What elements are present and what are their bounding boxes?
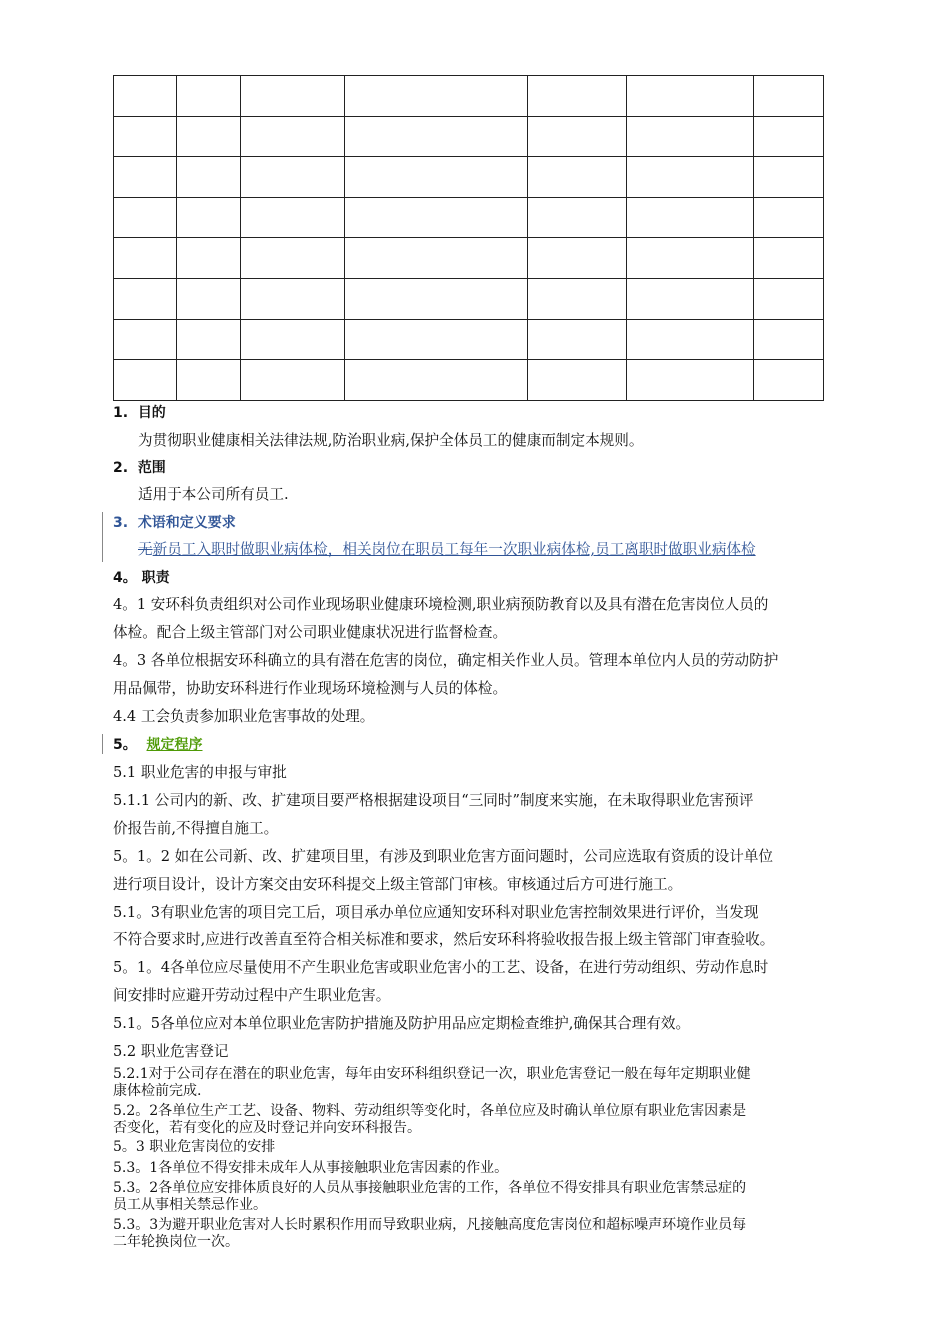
table-cell (241, 238, 345, 279)
section-2-number: 2. (113, 460, 129, 476)
paragraph-5-1-2-line2: 进行项目设计，设计方案交由安环科提交上级主管部门审核。审核通过后方可进行施工。 (113, 876, 683, 893)
table-cell (754, 157, 824, 198)
table-cell (345, 278, 528, 319)
table-cell (528, 278, 627, 319)
table-row (114, 278, 824, 319)
paragraph-5-3-3-line2: 二年轮换岗位一次。 (113, 1234, 239, 1250)
table-cell (528, 157, 627, 198)
table-cell (627, 360, 754, 401)
section-1-heading (113, 403, 166, 423)
deleted-text: 无 (138, 541, 153, 558)
table-cell (528, 197, 627, 238)
paragraph-5-2-1-line2: 康体检前完成. (113, 1083, 202, 1099)
table-cell (345, 197, 528, 238)
table-cell (528, 319, 627, 360)
table-cell (177, 76, 241, 117)
table-cell (114, 157, 177, 198)
table-row (114, 157, 824, 198)
inserted-text: 新员工入职时做职业病体检，相关岗位在职员工每年一次职业病体检,员工离职时做职业病体检 (152, 541, 756, 558)
table-cell (241, 157, 345, 198)
table-cell (114, 360, 177, 401)
section-3-title: 术语和定义要求 (137, 515, 236, 531)
table-cell (345, 157, 528, 198)
table-cell (241, 278, 345, 319)
table-row (114, 197, 824, 238)
table-cell (177, 238, 241, 279)
table-cell (627, 76, 754, 117)
paragraph-5-3-1: 5.3。1各单位不得安排未成年人从事接触职业危害因素的作业。 (113, 1160, 509, 1176)
table-cell (528, 76, 627, 117)
paragraph-5-2-1-line1: 5.2.1对于公司存在潜在的职业危害，每年由安环科组织登记一次，职业危害登记一般在每年定期职业健 (113, 1066, 751, 1082)
paragraph-5-1-3-line2: 不符合要求时,应进行改善直至符合相关标准和要求，然后安环科将验收报告报上级主管部门审查验收。 (113, 931, 775, 948)
section-1-body: 为贯彻职业健康相关法律法规,防治职业病,保护全体员工的健康而制定本规则。 (138, 432, 644, 449)
table-cell (754, 238, 824, 279)
table-row (114, 116, 824, 157)
section-3-heading (113, 513, 236, 533)
paragraph-5-1-1-line1: 5.1.1 公司内的新、改、扩建项目要严格根据建设项目“三同时”制度来实施，在未取得职业危害预评 (113, 792, 754, 809)
table-cell (177, 278, 241, 319)
table-cell (528, 238, 627, 279)
table-cell (241, 360, 345, 401)
paragraph-5-3-2-line1: 5.3。2各单位应安排体质良好的人员从事接触职业危害的工作，各单位不得安排具有职业危害禁忌症的 (113, 1180, 747, 1196)
table-cell (528, 360, 627, 401)
paragraph-5-3-3-line1: 5.3。3为避开职业危害对人长时累积作用而导致职业病，凡接触高度危害岗位和超标噪声环境作业员每 (113, 1217, 747, 1233)
section-5-title: 规定程序 (146, 737, 203, 753)
table-row (114, 360, 824, 401)
table-cell (627, 319, 754, 360)
paragraph-5-1-1-line2: 价报告前,不得擅自施工。 (113, 820, 279, 837)
table-cell (345, 360, 528, 401)
paragraph-5-1-3-line1: 5.1。3有职业危害的项目完工后，项目承办单位应通知安环科对职业危害控制效果进行评价，当发现 (113, 904, 759, 921)
table-cell (345, 238, 528, 279)
paragraph-5-1-4-line1: 5。1。4各单位应尽量使用不产生职业危害或职业危害小的工艺、设备，在进行劳动组织、劳动作息时 (113, 959, 769, 976)
table-cell (754, 278, 824, 319)
table-cell (627, 116, 754, 157)
paragraph-5-1-2-line1: 5。1。2 如在公司新、改、扩建项目里，有涉及到职业危害方面问题时，公司应选取有资质的设计单位 (113, 848, 774, 865)
table-cell (177, 116, 241, 157)
paragraph-4-3-line2: 用品佩带，协助安环科进行作业现场环境检测与人员的体检。 (113, 680, 508, 697)
heading-5-2: 5.2 职业危害登记 (113, 1043, 229, 1060)
table-cell (114, 76, 177, 117)
paragraph-5-2-2-line2: 否变化，若有变化的应及时登记并向安环科报告。 (113, 1120, 421, 1136)
table-cell (114, 278, 177, 319)
section-3-number: 3. (113, 515, 129, 531)
table-cell (345, 319, 528, 360)
table-cell (177, 319, 241, 360)
blank-table (113, 75, 824, 401)
table-cell (627, 238, 754, 279)
section-2-title: 范围 (137, 460, 166, 476)
paragraph-5-3-2-line2: 员工从事相关禁忌作业。 (113, 1197, 267, 1213)
table-cell (754, 319, 824, 360)
table-cell (114, 197, 177, 238)
table-cell (754, 197, 824, 238)
table-cell (754, 116, 824, 157)
paragraph-5-2-2-line1: 5.2。2各单位生产工艺、设备、物料、劳动组织等变化时，各单位应及时确认单位原有职业危害因素是 (113, 1103, 747, 1119)
section-5-number: 5。 (113, 737, 137, 753)
table-cell (241, 116, 345, 157)
table-cell (528, 116, 627, 157)
heading-5-3: 5。3 职业危害岗位的安排 (113, 1139, 276, 1155)
section-1-number: 1. (113, 405, 129, 421)
section-2-heading (113, 458, 166, 478)
table-row (114, 76, 824, 117)
table-row (114, 319, 824, 360)
paragraph-4-4: 4.4 工会负责参加职业危害事故的处理。 (113, 708, 375, 725)
paragraph-4-1-line2: 体检。配合上级主管部门对公司职业健康状况进行监督检查。 (113, 624, 508, 641)
table-cell (627, 157, 754, 198)
paragraph-4-1-line1: 4。1 安环科负责组织对公司作业现场职业健康环境检测,职业病预防教育以及具有潜在危害岗位人员的 (113, 596, 769, 613)
heading-5-1: 5.1 职业危害的申报与审批 (113, 764, 287, 781)
table-cell (177, 197, 241, 238)
table-cell (177, 360, 241, 401)
table-row (114, 238, 824, 279)
section-2-body: 适用于本公司所有员工. (138, 486, 289, 503)
revision-bar (102, 512, 103, 562)
table-cell (754, 360, 824, 401)
table-cell (627, 197, 754, 238)
table-cell (114, 238, 177, 279)
table-cell (754, 76, 824, 117)
paragraph-4-3-line1: 4。3 各单位根据安环科确立的具有潜在危害的岗位，确定相关作业人员。管理本单位内人员的劳动防护 (113, 652, 779, 669)
paragraph-5-1-5: 5.1。5各单位应对本单位职业危害防护措施及防护用品应定期检查维护,确保其合理有效。 (113, 1015, 691, 1032)
section-1-title: 目的 (137, 405, 166, 421)
table-cell (345, 116, 528, 157)
paragraph-5-1-4-line2: 间安排时应避开劳动过程中产生职业危害。 (113, 987, 391, 1004)
revision-bar (102, 734, 103, 754)
section-3-body (138, 540, 756, 560)
table-cell (627, 278, 754, 319)
table-cell (241, 197, 345, 238)
section-5-heading (113, 735, 203, 755)
section-4-heading: 4。 职责 (113, 570, 170, 586)
table-cell (241, 76, 345, 117)
table-cell (241, 319, 345, 360)
table-cell (345, 76, 528, 117)
table-cell (177, 157, 241, 198)
table-cell (114, 319, 177, 360)
table-cell (114, 116, 177, 157)
